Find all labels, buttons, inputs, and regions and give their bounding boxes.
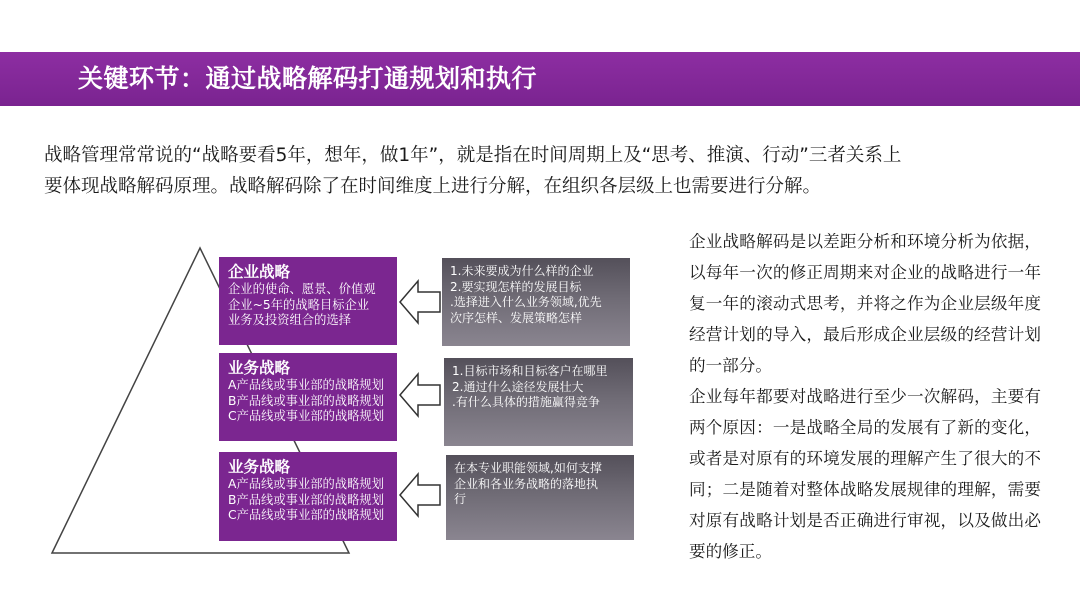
- explanation-paragraph-2: 企业每年都要对战略进行至少一次解码，主要有两个原因：一是战略全局的发展有了新的变化，或者是对原有的环境发展的理解产生了很大的不同；二是随着对整体战略发展规律的理解，需要对原有战略计划是否正确进行审视，以及做出必要的修正。: [689, 387, 1041, 561]
- level-line: 企业的使命、愿景、价值观: [228, 282, 376, 296]
- question-line: 在本专业职能领域,如何支撑: [454, 461, 602, 475]
- level-title: 企业战略: [228, 263, 291, 281]
- question-line: 1.目标市场和目标客户在哪里: [452, 364, 608, 378]
- level-box-business-strategy: [219, 353, 397, 441]
- level-line: C产品线或事业部的战略规划: [228, 409, 385, 423]
- question-box-business: [444, 358, 633, 446]
- level-box-functional-strategy: [219, 452, 397, 541]
- question-line: 2.通过什么途径发展壮大: [452, 379, 584, 394]
- question-line: .有什么具体的措施赢得竞争: [452, 395, 600, 409]
- question-box-corporate: [442, 258, 630, 346]
- level-box-corporate-strategy: [219, 257, 397, 345]
- page-title: 关键环节：通过战略解码打通规划和执行: [78, 64, 538, 93]
- left-arrow-icon: [398, 278, 444, 326]
- level-title: 业务战略: [228, 458, 291, 476]
- explanation-paragraph-1: 企业战略解码是以差距分析和环境分析为依据，以每年一次的修正周期来对企业的战略进行一年复一年的滚动式思考，并将之作为企业层级年度经营计划的导入，最后形成企业层级的经营计划的一部分。: [689, 232, 1041, 375]
- question-line: .选择进入什么业务领域,优先: [450, 295, 602, 309]
- left-arrow-icon: [398, 471, 444, 519]
- question-line: 企业和各业务战略的落地执: [454, 476, 599, 491]
- level-line: 业务及投资组合的选择: [228, 313, 351, 327]
- level-title: 业务战略: [228, 359, 291, 377]
- level-line: A产品线或事业部的战略规划: [228, 477, 384, 491]
- level-line: C产品线或事业部的战略规划: [228, 508, 385, 522]
- question-line: 2.要实现怎样的发展目标: [450, 279, 582, 294]
- explanation-text: [689, 226, 1041, 567]
- intro-line-2: 要体现战略解码原理。战略解码除了在时间维度上进行分解，在组织各层级上也需要进行分解。: [44, 176, 822, 197]
- intro-line-1: 战略管理常常说的“战略要看5年，想年，做1年”，就是指在时间周期上及“思考、推演、行动”三者关系上: [44, 145, 902, 166]
- question-line: 行: [454, 492, 467, 506]
- question-line: 次序怎样、发展策略怎样: [450, 310, 583, 325]
- question-box-functional: [446, 455, 634, 540]
- left-arrow-icon: [398, 371, 444, 419]
- level-line: B产品线或事业部的战略规划: [228, 492, 384, 507]
- level-line: A产品线或事业部的战略规划: [228, 378, 384, 392]
- level-line: 企业~5年的战略目标企业: [228, 297, 370, 312]
- level-line: B产品线或事业部的战略规划: [228, 393, 384, 408]
- question-line: 1.未来要成为什么样的企业: [450, 264, 594, 278]
